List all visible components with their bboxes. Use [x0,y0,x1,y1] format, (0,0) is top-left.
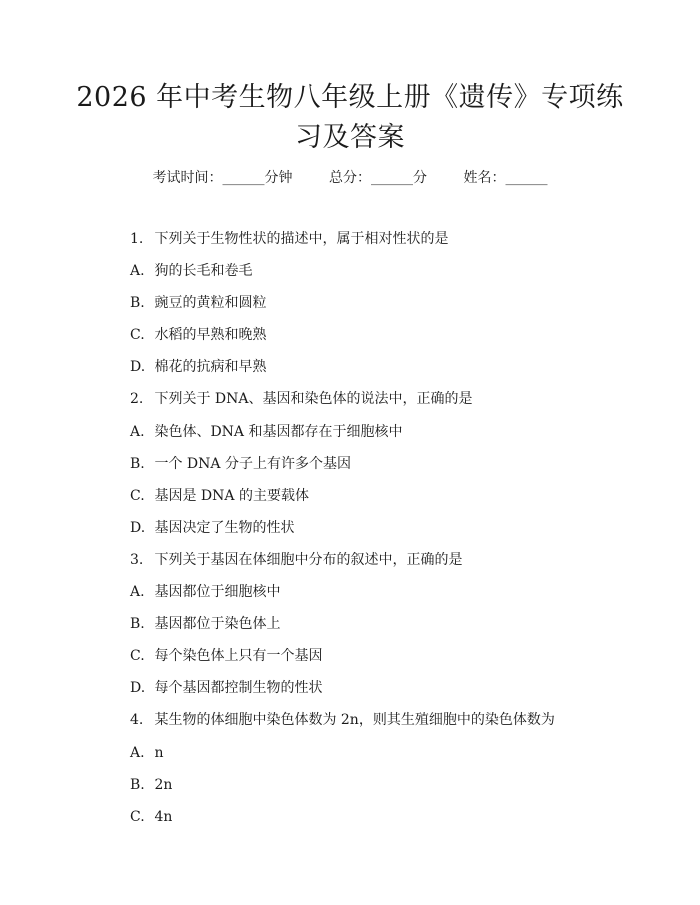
question-3-stem [130,550,650,582]
option-letter: C. [130,808,145,825]
question-number: 3. [130,551,144,568]
option-text: 基因是 DNA 的主要载体 [154,487,309,504]
question-3-option-a [130,582,650,614]
question-1-option-a [130,261,650,293]
document-title [70,78,630,158]
question-2-stem [130,389,650,421]
question-number: 4. [130,712,144,729]
question-4-stem [130,710,650,742]
question-4-option-a [130,743,650,775]
option-text: 一个 DNA 分子上有许多个基因 [154,455,351,472]
option-letter: B. [130,455,145,472]
option-letter: C. [130,648,145,665]
option-text: 豌豆的黄粒和圆粒 [154,295,267,312]
exam-time-field: 考试时间：______分钟 [152,170,293,186]
question-1-stem [130,229,650,261]
question-2-option-b [130,454,650,486]
option-letter: C. [130,487,145,504]
question-list [130,229,650,839]
option-letter: B. [130,295,145,312]
question-2-option-d [130,518,650,550]
question-text: 某生物的体细胞中染色体数为 2n，则其生殖细胞中的染色体数为 [154,712,555,729]
question-1-option-b [130,293,650,325]
option-text: 狗的长毛和卷毛 [154,263,253,280]
option-text: 基因决定了生物的性状 [154,519,295,536]
option-text: 棉花的抗病和早熟 [154,359,267,376]
option-text: 基因都位于细胞核中 [154,584,281,601]
question-4-option-c [130,807,650,839]
option-letter: A. [130,423,145,440]
option-letter: A. [130,584,145,601]
exam-info-row [0,168,700,188]
question-1-option-d [130,357,650,389]
option-text: 2n [154,776,173,793]
option-letter: B. [130,616,145,633]
question-text: 下列关于生物性状的描述中，属于相对性状的是 [154,231,449,247]
question-number: 1. [130,231,144,247]
option-text: 基因都位于染色体上 [154,616,281,633]
question-text: 下列关于 DNA、基因和染色体的说法中，正确的是 [154,391,473,408]
option-letter: D. [130,359,146,376]
option-text: 4n [154,808,173,825]
title-line-1: 2026 年中考生物八年级上册《遗传》专项练 [76,82,624,113]
option-letter: C. [130,327,145,344]
option-letter: D. [130,519,146,536]
option-letter: D. [130,680,146,697]
question-3-option-b [130,614,650,646]
total-score-field: 总分：______分 [329,170,427,186]
option-text: 每个基因都控制生物的性状 [154,680,323,697]
option-text: 水稻的早熟和晚熟 [154,327,267,344]
option-letter: A. [130,744,145,761]
question-2-option-a [130,422,650,454]
option-letter: A. [130,263,145,280]
option-text: n [154,744,164,761]
title-line-2: 习及答案 [295,122,405,153]
question-number: 2. [130,391,144,408]
option-text: 染色体、DNA 和基因都存在于细胞核中 [154,423,403,440]
question-text: 下列关于基因在体细胞中分布的叙述中，正确的是 [154,551,463,568]
question-1-option-c [130,325,650,357]
student-name-field: 姓名：______ [463,170,548,186]
question-2-option-c [130,486,650,518]
question-3-option-d [130,678,650,710]
option-letter: B. [130,776,145,793]
question-4-option-b [130,775,650,807]
question-3-option-c [130,646,650,678]
option-text: 每个染色体上只有一个基因 [154,648,323,665]
